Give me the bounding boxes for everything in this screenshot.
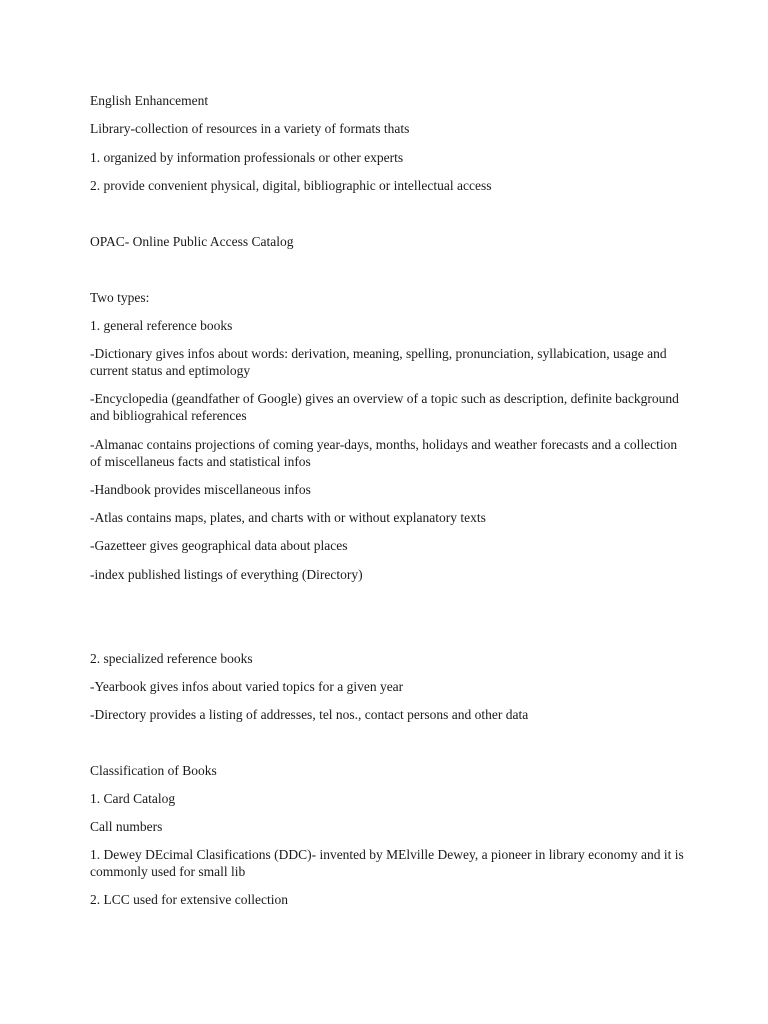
encyclopedia-item: -Encyclopedia (geandfather of Google) gives an overview of a topic such as description, definite background and bibliograhical references xyxy=(90,391,679,423)
document-title: English Enhancement xyxy=(90,93,209,108)
library-point-2: 2. provide convenient physical, digital, bibliographic or intellectual access xyxy=(90,178,492,193)
lcc-item: 2. LCC used for extensive collection xyxy=(90,892,288,907)
index-item: -index published listings of everything (Directory) xyxy=(90,567,363,582)
almanac-item: -Almanac contains projections of coming year-days, months, holidays and weather forecasts and a collection of miscellaneus facts and statistical infos xyxy=(90,437,678,469)
library-definition: Library-collection of resources in a variety of formats thats xyxy=(90,121,410,136)
library-point-1: 1. organized by information professionals or other experts xyxy=(90,150,404,165)
dictionary-item: -Dictionary gives infos about words: derivation, meaning, spelling, pronunciation, syllabication, usage and current status and eptimology xyxy=(90,346,667,378)
general-reference-heading: 1. general reference books xyxy=(90,318,233,333)
handbook-item: -Handbook provides miscellaneous infos xyxy=(90,482,311,497)
atlas-item: -Atlas contains maps, plates, and charts with or without explanatory texts xyxy=(90,510,486,525)
classification-heading: Classification of Books xyxy=(90,763,217,778)
specialized-reference-heading: 2. specialized reference books xyxy=(90,651,253,666)
ddc-item: 1. Dewey DEcimal Clasifications (DDC)- invented by MElville Dewey, a pioneer in library economy and it is commonly used for small lib xyxy=(90,847,684,879)
call-numbers-heading: Call numbers xyxy=(90,819,163,834)
yearbook-item: -Yearbook gives infos about varied topics for a given year xyxy=(90,679,404,694)
opac-definition: OPAC- Online Public Access Catalog xyxy=(90,234,294,249)
directory-item: -Directory provides a listing of addresses, tel nos., contact persons and other data xyxy=(90,707,529,722)
card-catalog-item: 1. Card Catalog xyxy=(90,791,176,806)
two-types-heading: Two types: xyxy=(90,290,150,305)
gazetteer-item: -Gazetteer gives geographical data about places xyxy=(90,538,348,553)
